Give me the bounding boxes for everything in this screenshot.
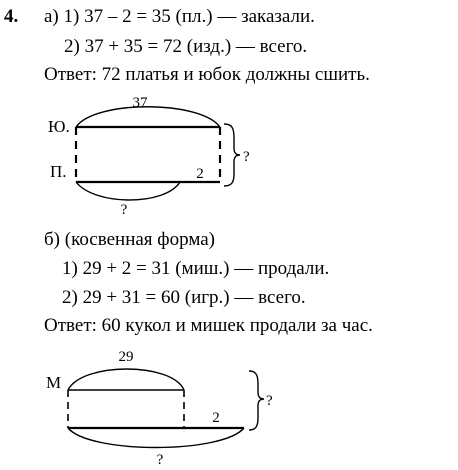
diagram-b-total-question: ? bbox=[266, 393, 273, 409]
part-b-step-1: 1) 29 + 2 = 31 (миш.) — продали. bbox=[62, 258, 330, 279]
diagram-a-top-arc bbox=[76, 107, 220, 127]
diagram-a-label-bottom: П. bbox=[50, 162, 67, 181]
part-b-title: б) (косвенная форма) bbox=[44, 229, 215, 250]
part-b-answer: Ответ: 60 кукол и мишек продали за час. bbox=[44, 315, 373, 336]
part-a-step-2: 2) 37 + 35 = 72 (изд.) — всего. bbox=[64, 36, 308, 57]
diagram-a-label-top: Ю. bbox=[48, 117, 70, 136]
diagram-b-bottom-question: ? bbox=[156, 452, 164, 468]
diagram-b-top-arc bbox=[68, 369, 184, 390]
diagram-b-top-value: 29 bbox=[118, 349, 134, 365]
problem-number: 4. bbox=[4, 6, 19, 27]
part-b-step-2: 2) 29 + 31 = 60 (игр.) — всего. bbox=[62, 287, 306, 308]
diagram-a-diff-value: 2 bbox=[196, 166, 204, 182]
diagram-a-total-question: ? bbox=[243, 149, 250, 165]
diagram-b-diff-value: 2 bbox=[212, 410, 220, 426]
part-a-answer: Ответ: 72 платья и юбок должны сшить. bbox=[44, 64, 370, 85]
diagram-b-bottom-arc bbox=[68, 428, 244, 448]
diagram-b-brace bbox=[249, 371, 264, 430]
diagram-b-label: М bbox=[46, 373, 62, 392]
diagram-a-top-value: 37 bbox=[132, 95, 148, 111]
diagram-a-bottom-question: ? bbox=[120, 202, 128, 218]
part-a-step-1: а) 1) 37 – 2 = 35 (пл.) — заказали. bbox=[44, 6, 315, 27]
diagram-a-bottom-arc bbox=[76, 182, 180, 200]
diagram-a-brace bbox=[224, 124, 240, 186]
